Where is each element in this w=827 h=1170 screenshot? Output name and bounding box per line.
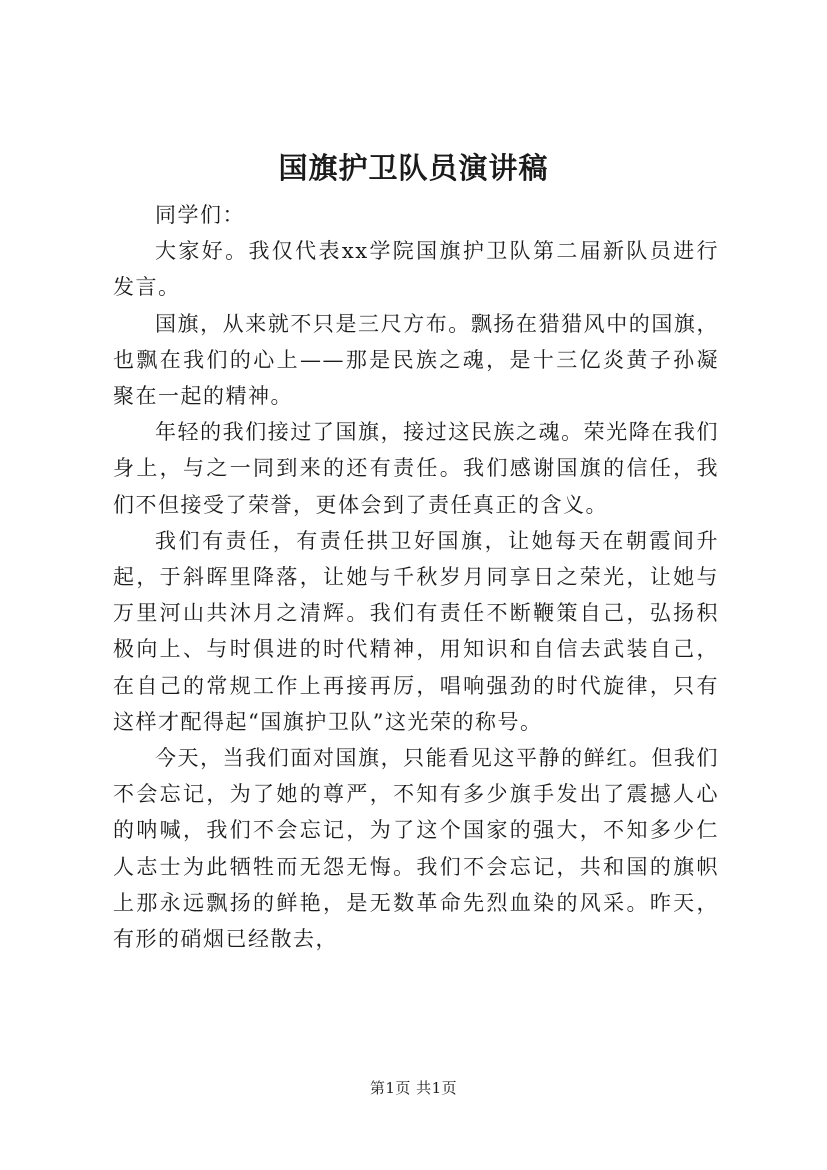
paragraph-greeting: 大家好。我仅代表xx学院国旗护卫队第二届新队员进行发言。 — [113, 239, 719, 300]
paragraph-remembrance: 今天，当我们面对国旗，只能看见这平静的鲜红。但我们不会忘记，为了她的尊严，不知有多少旗手发出了震撼人心的呐喊，我们不会忘记，为了这个国家的强大，不知多少仁人志士为此牺牲而无怨无悔。我们不会忘记，共和国的旗帜上那永远飘扬的鲜艳，是无数革命先烈血染的风采。昨天，有形的硝烟已经散去， — [113, 746, 719, 952]
paragraph-duty: 我们有责任，有责任拱卫好国旗，让她每天在朝霞间升起，于斜晖里降落，让她与千秋岁月同享日之荣光，让她与万里河山共沐月之清辉。我们有责任不断鞭策自己，弘扬积极向上、与时俱进的时代精神，用知识和自信去武装自己，在自己的常规工作上再接再厉，唱响强劲的时代旋律，只有这样才配得起“国旗护卫队”这光荣的称号。 — [113, 528, 719, 734]
paragraph-flag-meaning: 国旗，从来就不只是三尺方布。飘扬在猎猎风中的国旗，也飘在我们的心上——那是民族之魂，是十三亿炎黄子孙凝聚在一起的精神。 — [113, 311, 719, 409]
page-footer: 第1页 共1页 — [369, 1079, 458, 1097]
document-body — [113, 197, 719, 957]
paragraph-salutation: 同学们： — [155, 203, 245, 227]
document-title: 国旗护卫队员演讲稿 — [278, 151, 549, 185]
paragraph-responsibility: 年轻的我们接过了国旗，接过这民族之魂。荣光降在我们身上，与之一同到来的还有责任。我们感谢国旗的信任，我们不但接受了荣誉，更体会到了责任真正的含义。 — [113, 420, 719, 517]
